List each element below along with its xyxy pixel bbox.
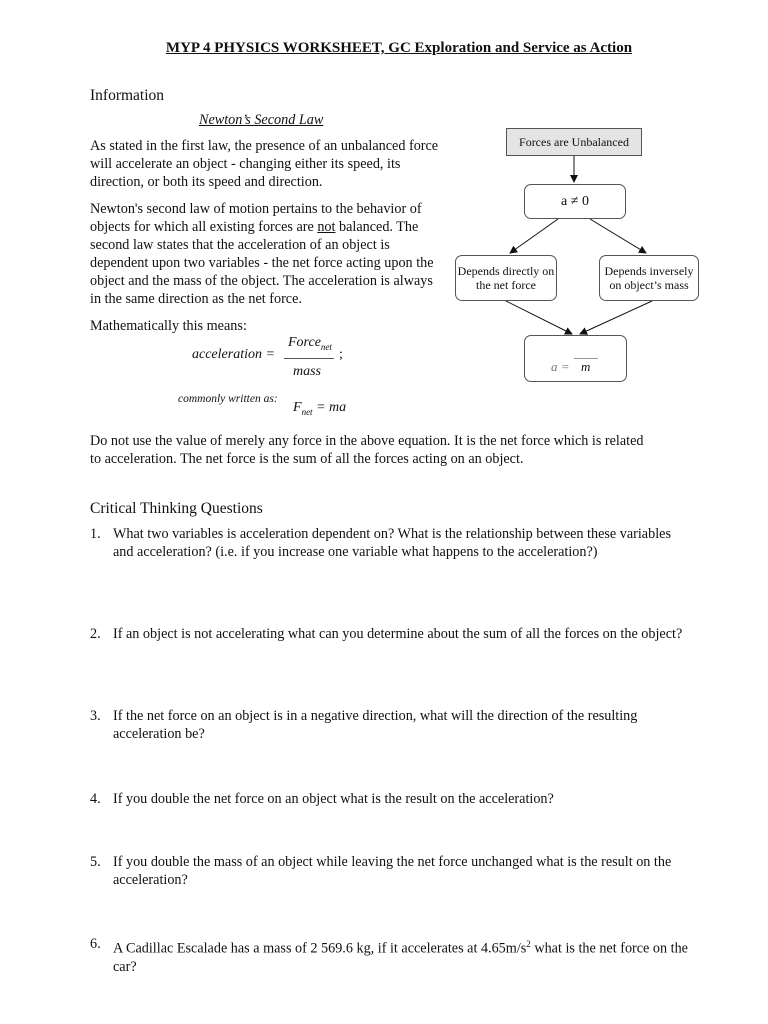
box-a-not-zero: a ≠ 0 [524,184,626,219]
eq-mass-denominator: mass [293,364,322,379]
question-text: If an object is not accelerating what can you determine about the sum of all the forces on the object? [113,626,683,642]
question-number: 4. [90,791,101,807]
box-formula [524,335,627,382]
eq-force: Force [288,335,321,350]
intro-paragraph-1: As stated in the first law, the presence of an unbalanced force will accelerate an object - changing either its speed, its direction, or both its speed and direction. [90,138,439,190]
eq-semicolon: ; [339,347,343,362]
question-text: What two variables is acceleration dependent on? What is the relationship between these variables and acceleration? (i.e. if you increase one variable what happens to the acceleration?) [113,526,671,560]
p2-before: Newton's second law of motion pertains to the behavior of objects for which all existing forces are [90,201,422,235]
question-number: 6. [90,936,101,952]
intro-text [90,137,442,344]
eq-force-numerator [288,335,332,352]
eq-fraction-bar [284,358,334,359]
eq-ma: = ma [316,400,347,415]
formula-denominator: m [581,359,591,374]
intro-paragraph-3: Mathematically this means: [90,318,247,334]
p2-after: balanced. The second law states that the acceleration of an object is dependent upon two variables - the net force acting upon the object and the mass of the object. The acceleration is always in the same direction as the net force. [90,219,434,307]
net-force-note: Do not use the value of merely any force in the above equation. It is the net force which is related to acceleration. The net force is the sum of all the forces acting on an object. [90,433,644,467]
box-depends-directly: Depends directly on the net force [455,255,557,301]
arrow-left-bottom [506,301,572,334]
eq-fnet-subscript: net [301,406,313,417]
information-heading: Information [90,87,165,104]
eq-fnet [293,400,346,417]
box-depends-inversely: Depends inversely on object’s mass [599,255,699,301]
q6-after: what is the net force on the car? [113,940,688,975]
eq-net-subscript: net [320,341,332,352]
not-underlined: not [317,219,336,235]
formula-lhs: a = [551,359,570,374]
eq-acceleration-label: acceleration = [192,347,275,362]
arrow-right-bottom [580,301,652,334]
worksheet-title: MYP 4 PHYSICS WORKSHEET, GC Exploration and Service as Action [165,40,633,56]
eq-f: F [293,400,302,415]
question-number: 3. [90,708,101,724]
question-text: If you double the net force on an object what is the result on the acceleration? [113,791,554,807]
q6-superscript: 2 [526,939,531,949]
question-number: 1. [90,526,101,542]
flow-diagram [448,120,718,390]
critical-thinking-heading: Critical Thinking Questions [90,500,263,517]
arrow-middle-left [510,219,558,253]
question-text: If the net force on an object is in a negative direction, what will the direction of the resulting acceleration be? [113,708,638,742]
question-text: If you double the mass of an object while leaving the net force unchanged what is the result on the acceleration? [113,854,672,888]
commonly-written-label: commonly written as: [178,393,278,405]
intro-paragraph-2 [90,200,442,308]
question-number: 5. [90,854,101,870]
box-forces-unbalanced: Forces are Unbalanced [506,128,642,156]
arrow-middle-right [590,219,646,253]
question-text [113,935,688,976]
question-number: 2. [90,626,101,642]
law-subtitle: Newton’s Second Law [199,112,324,128]
q6-before: A Cadillac Escalade has a mass of 2 569.6 kg, if it accelerates at 4.65m/s [113,940,527,957]
